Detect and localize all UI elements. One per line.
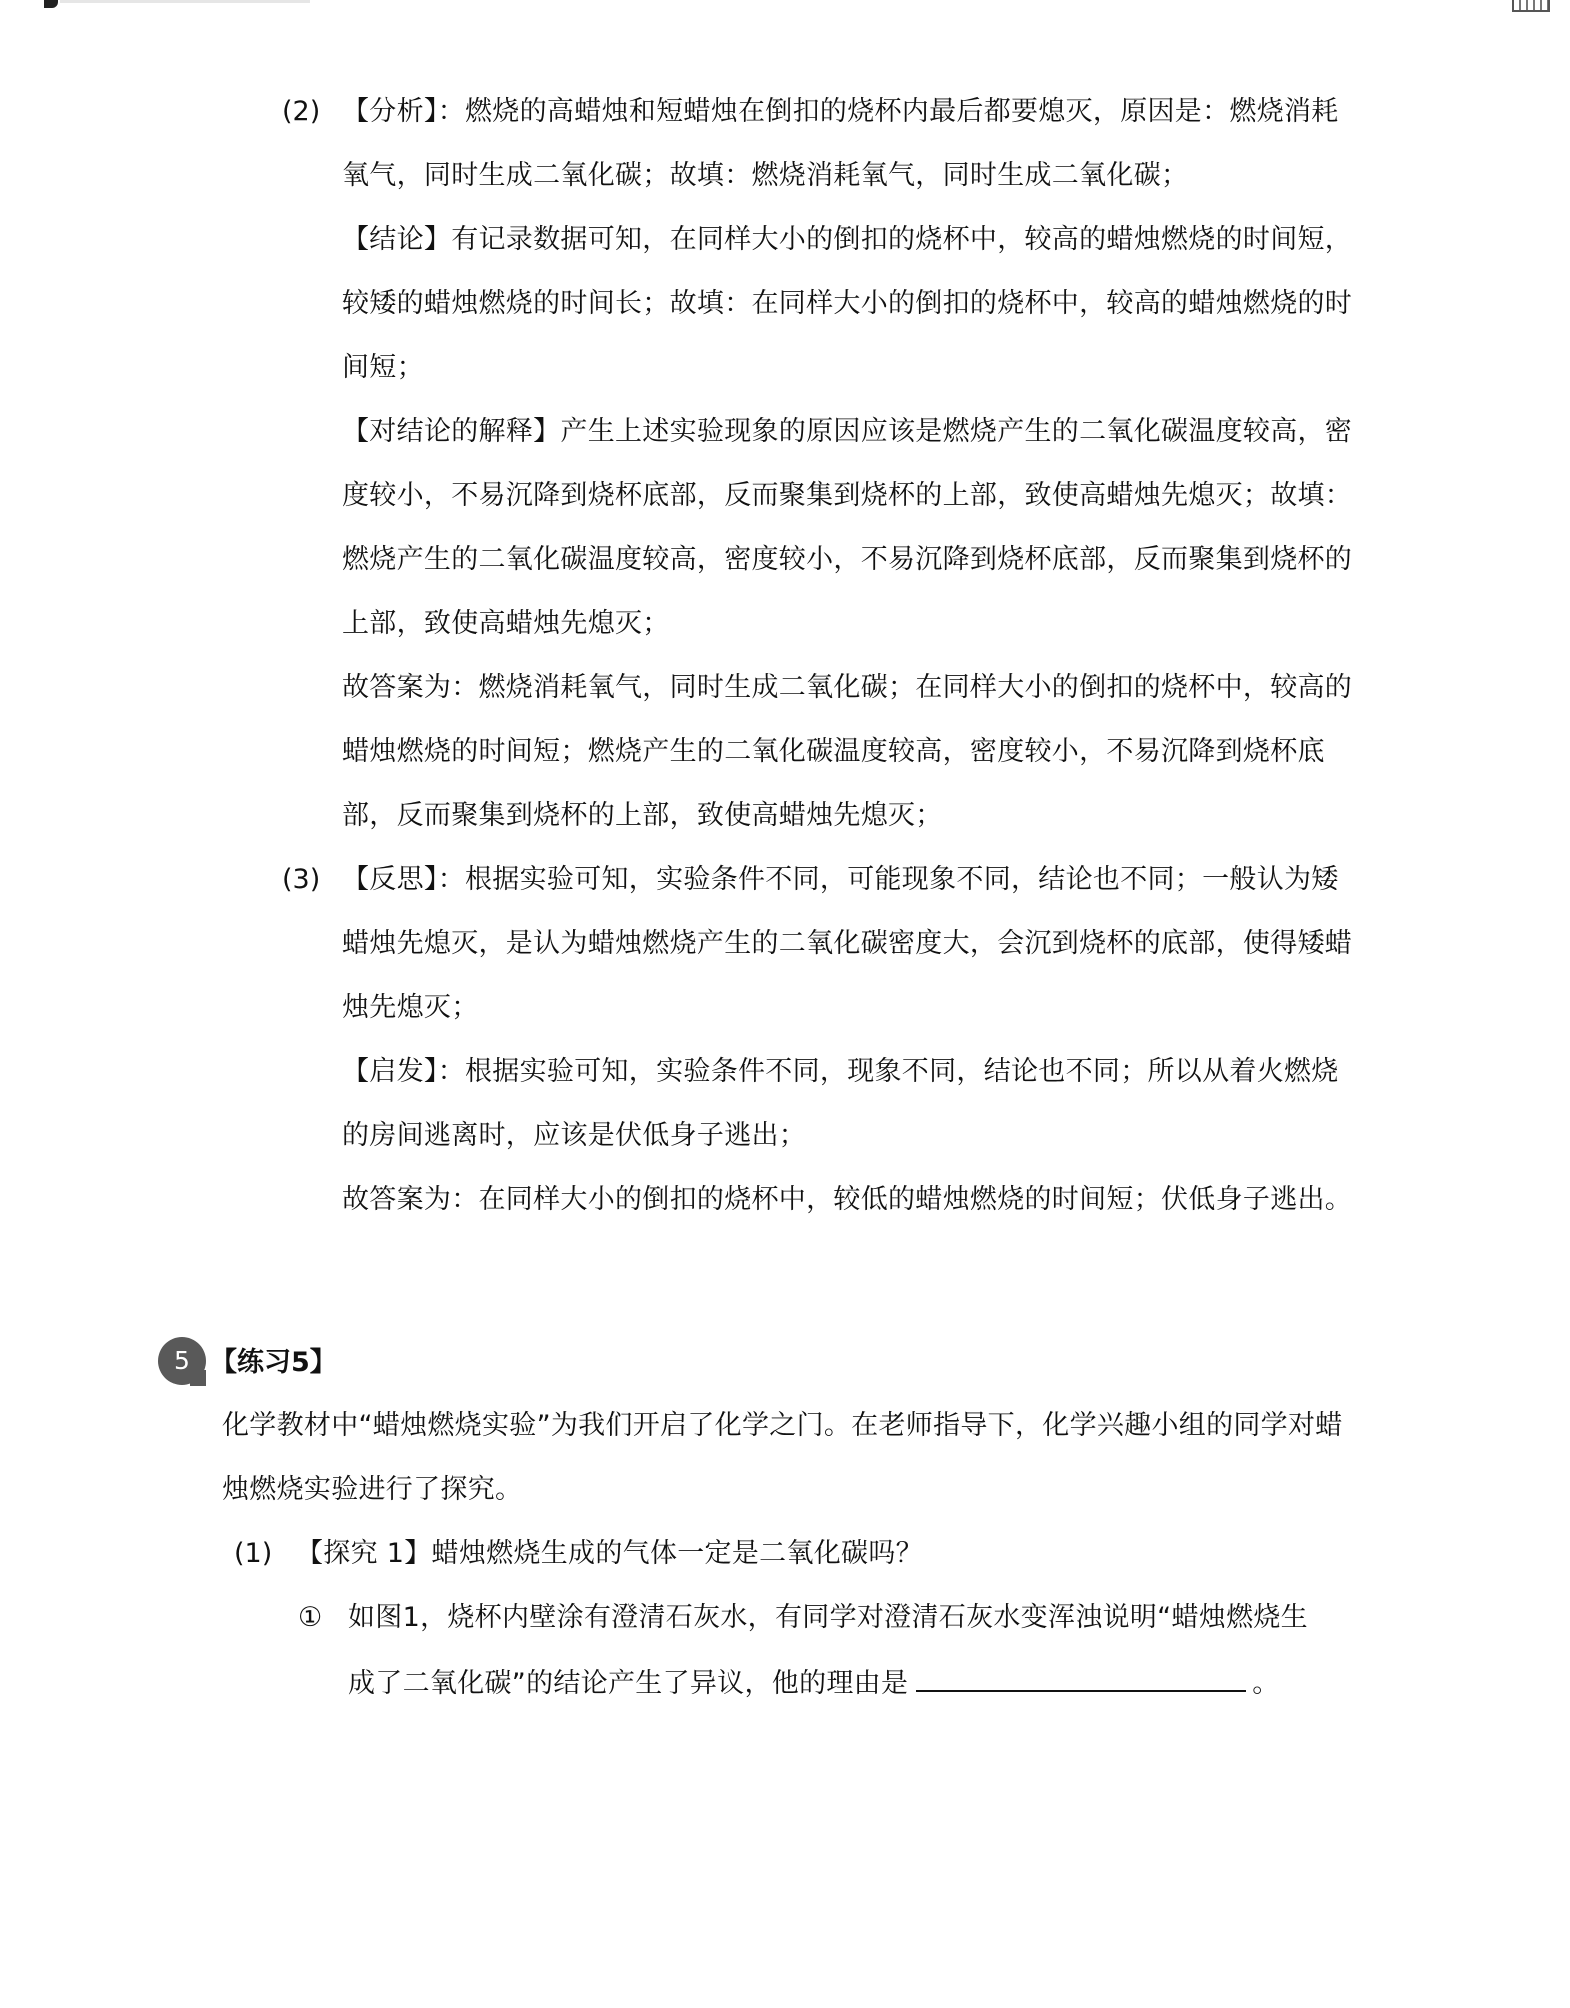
- item-3-line: 【反思】：根据实验可知，实验条件不同，可能现象不同，结论也不同；一般认为矮: [342, 864, 1339, 895]
- item-2-line: 上部，致使高蜡烛先熄灭；: [342, 608, 670, 639]
- badge-tail: [190, 1370, 206, 1386]
- item-3-line: 【启发】：根据实验可知，实验条件不同，现象不同，结论也不同；所以从着火燃烧: [342, 1056, 1339, 1087]
- item-2-line: 【结论】有记录数据可知，在同样大小的倒扣的烧杯中，较高的蜡烛燃烧的时间短，: [342, 224, 1353, 255]
- item-2-line: 【对结论的解释】产生上述实验现象的原因应该是燃烧产生的二氧化碳温度较高，密: [342, 416, 1353, 447]
- sub-question-end: 。: [1252, 1668, 1280, 1699]
- item-2-number: (2): [282, 96, 321, 127]
- item-2-line: 蜡烛燃烧的时间短；燃烧产生的二氧化碳温度较高，密度较小，不易沉降到烧杯底: [342, 736, 1325, 767]
- item-2-line: 氧气，同时生成二氧化碳；故填：燃烧消耗氧气，同时生成二氧化碳；: [342, 160, 1189, 191]
- header-mark-left: [44, 0, 58, 8]
- question-1-number: (1): [234, 1538, 273, 1569]
- header-rule: [60, 0, 310, 3]
- sub-question-text: 成了二氧化碳”的结论产生了异议，他的理由是: [348, 1668, 909, 1699]
- question-1-text: 【探究 1】蜡烛燃烧生成的气体一定是二氧化碳吗？: [296, 1538, 923, 1569]
- item-3-line: 蜡烛先熄灭，是认为蜡烛燃烧产生的二氧化碳密度大，会沉到烧杯的底部，使得矮蜡: [342, 928, 1353, 959]
- answer-blank[interactable]: [916, 1664, 1246, 1692]
- sub-question-line-2: [348, 1664, 1280, 1702]
- item-2-line: 故答案为：燃烧消耗氧气，同时生成二氧化碳；在同样大小的倒扣的烧杯中，较高的: [342, 672, 1353, 703]
- item-2-line: 度较小，不易沉降到烧杯底部，反而聚集到烧杯的上部，致使高蜡烛先熄灭；故填：: [342, 480, 1353, 511]
- item-2-line: 较矮的蜡烛燃烧的时间长；故填：在同样大小的倒扣的烧杯中，较高的蜡烛燃烧的时: [342, 288, 1353, 319]
- sub-question-marker: ①: [298, 1602, 323, 1633]
- exercise-intro-line: 化学教材中“蜡烛燃烧实验”为我们开启了化学之门。在老师指导下，化学兴趣小组的同学对蜡: [222, 1410, 1343, 1441]
- exercise-number-badge: 5: [158, 1337, 206, 1385]
- item-3-line: 故答案为：在同样大小的倒扣的烧杯中，较低的蜡烛燃烧的时间短；伏低身子逃出。: [342, 1184, 1353, 1215]
- item-2-line: 间短；: [342, 352, 424, 383]
- header-mark-right-icon: [1512, 0, 1550, 12]
- exercise-title: 【练习5】: [210, 1347, 337, 1378]
- item-3-line: 烛先熄灭；: [342, 992, 479, 1023]
- item-3-number: (3): [282, 864, 321, 895]
- exercise-intro-line: 烛燃烧实验进行了探究。: [222, 1474, 523, 1505]
- item-2-line: 部，反而聚集到烧杯的上部，致使高蜡烛先熄灭；: [342, 800, 943, 831]
- item-3-line: 的房间逃离时，应该是伏低身子逃出；: [342, 1120, 807, 1151]
- item-2-line: 燃烧产生的二氧化碳温度较高，密度较小，不易沉降到烧杯底部，反而聚集到烧杯的: [342, 544, 1353, 575]
- item-2-line: 【分析】：燃烧的高蜡烛和短蜡烛在倒扣的烧杯内最后都要熄灭，原因是：燃烧消耗: [342, 96, 1339, 127]
- sub-question-line: 如图1，烧杯内壁涂有澄清石灰水，有同学对澄清石灰水变浑浊说明“蜡烛燃烧生: [348, 1602, 1308, 1633]
